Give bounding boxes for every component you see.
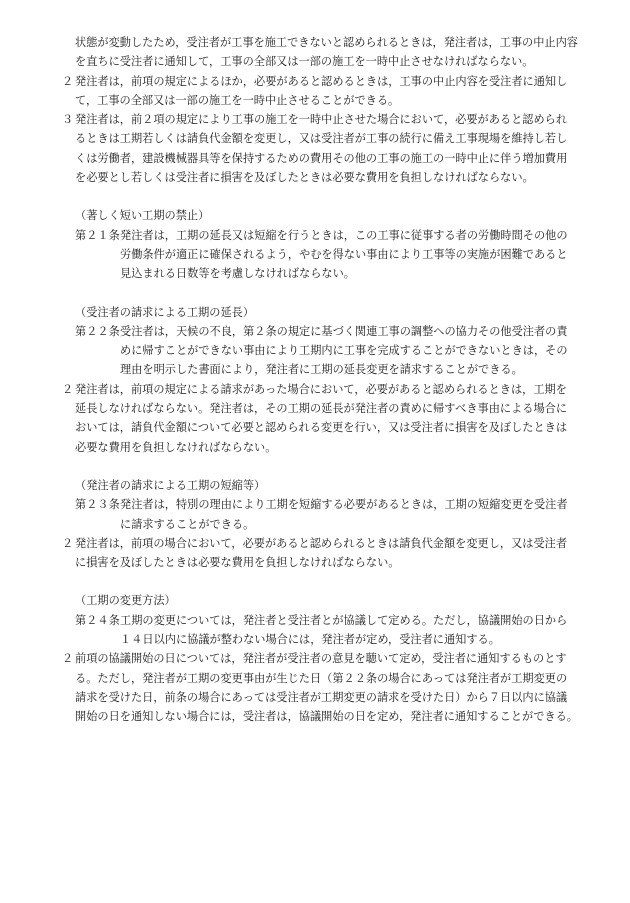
paragraph-number: ２ (62, 382, 74, 396)
paragraph-text: 発注者は，前２項の規定により工事の施工を一時中止させた場合において，必要があると認められるときは工期若しくは請負代金額を変更し，又は受注者が工事の続行に備え工事現場を維持し若しくは労働者，建設機械器具等を保持するための費用その他の工事の施工の一時中止に伴う増加費用を必要とし若しくは受注者に損害を及ぼしたときは必要な費用を負担しなければならない。 (75, 113, 568, 185)
article-text: 発注者は，工期の延長又は短縮を行うときは，この工事に従事する者の労働時間その他の労働条件が適正に確保されるよう，やむを得ない事由により工事等の実施が困難であると見込まれる日数等を考慮しなければならない。 (120, 228, 568, 281)
article-20-paragraph-2 (62, 72, 578, 111)
paragraph-text: 発注者は，前項の規定によるほか，必要があると認めるときは，工事の中止内容を受注者に通知して，工事の全部又は一部の施工を一時中止させることができる。 (75, 74, 568, 107)
paragraph-number: ３ (62, 113, 74, 127)
paragraph-text: 発注者は，前項の場合において，必要があると認められるときは請負代金額を変更し，又は受注者に損害を及ぼしたときは必要な費用を負担しなければならない。 (75, 536, 568, 570)
article-text: 受注者は，天候の不良，第２条の規定に基づく関連工事の調整への協力その他受注者の責めに帰すことができない事由により工期内に工事を完成することができないときは，その理由を明示した書面により，発注者に工期の延長変更を請求することができる。 (120, 324, 568, 377)
article-20-paragraph-3 (62, 110, 578, 187)
paragraph-text: 前項の協議開始の日については，発注者が受注者の意見を聴いて定め，受注者に通知するものとする。ただし，発注者が工期の変更事由が生じた日（第２２条の場合にあっては発注者が工期変更の請求を受けた日，前条の場合にあっては受注者が工期変更の請求を受けた日）から７日以内に協議開始の日を通知しない場合には，受注者は，協議開始の日を定め，発注者に通知することができる。 (75, 652, 578, 724)
article-23 (62, 495, 578, 534)
article-24-heading: （工期の変更方法） (75, 594, 176, 608)
article-22-heading: （受注者の請求による工期の延長） (75, 305, 255, 319)
article-23-heading: （発注者の請求による工期の短縮等） (75, 478, 266, 492)
article-21-heading: （著しく短い工期の禁止） (75, 209, 210, 223)
paragraph-number: ２ (62, 74, 74, 88)
article-number: 第２３条 (75, 498, 120, 512)
document-body (62, 33, 578, 727)
article-23-paragraph-2 (62, 534, 578, 573)
article-24-paragraph-2 (62, 649, 578, 726)
article-21 (62, 226, 578, 284)
article-number: 第２２条 (75, 324, 120, 338)
article-number: 第２４条 (75, 613, 120, 627)
article-22-paragraph-2 (62, 380, 578, 457)
article-22 (62, 322, 578, 380)
article-20-paragraph-1-continuation: 状態が変動したため，受注者が工事を施工できないと認められるときは，発注者は，工事の中止内容を直ちに受注者に通知して，工事の全部又は一部の施工を一時中止させなければならない。 (75, 36, 578, 69)
paragraph-number: ２ (62, 652, 74, 666)
article-text: 発注者は，特別の理由により工期を短縮する必要があるときは，工期の短縮変更を受注者に請求することができる。 (120, 498, 568, 531)
article-text: 工期の変更については，発注者と受注者とが協議して定める。ただし，協議開始の日から１４日以内に協議が整わない場合には，発注者が定め，受注者に通知する。 (120, 613, 568, 647)
paragraph-number: ２ (62, 536, 74, 550)
article-24 (62, 611, 578, 650)
article-number: 第２１条 (75, 228, 120, 242)
paragraph-text: 発注者は，前項の規定による請求があった場合において，必要があると認められるときは，工期を延長しなければならない。発注者は，その工期の延長が発注者の責めに帰すべき事由による場合においては，請負代金額について必要と認められる変更を行い，又は受注者に損害を及ぼしたときは必要な費用を負担しなければならない。 (75, 382, 568, 454)
